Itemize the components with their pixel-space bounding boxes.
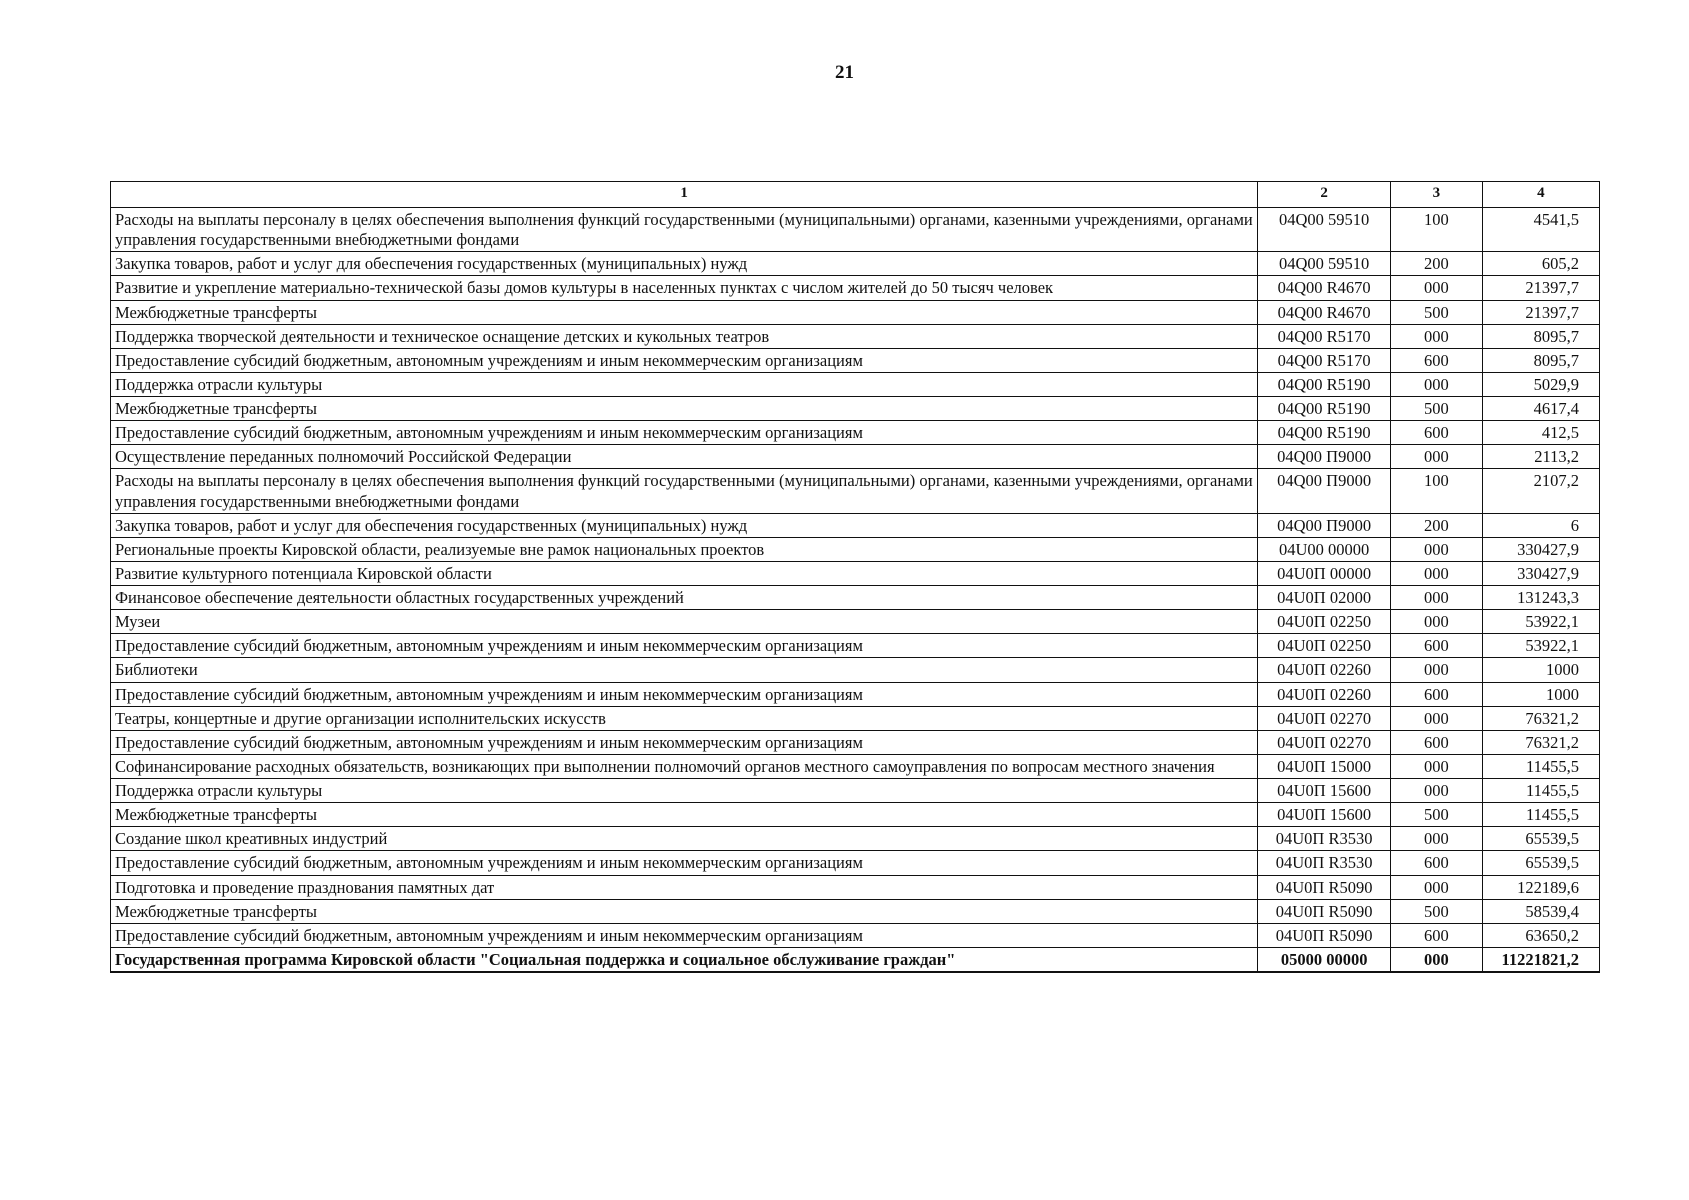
row-expense-type-cell: 000 [1390,875,1482,899]
row-code-cell: 04Q00 R5190 [1258,397,1391,421]
row-name-cell: Предоставление субсидий бюджетным, автономным учреждениям и иным некоммерческим организациям [111,634,1258,658]
row-name-cell: Поддержка творческой деятельности и техническое оснащение детских и кукольных театров [111,324,1258,348]
table-row [111,252,1600,276]
table-body [111,208,1600,973]
row-amount-cell: 8095,7 [1482,348,1599,372]
table-row [111,682,1600,706]
row-amount-cell: 1000 [1482,682,1599,706]
row-code-cell: 04U0П R5090 [1258,899,1391,923]
row-code-cell: 04U0П R5090 [1258,875,1391,899]
row-expense-type-cell: 600 [1390,923,1482,947]
table-row [111,513,1600,537]
row-name-cell: Межбюджетные трансферты [111,803,1258,827]
table-row [111,851,1600,875]
row-code-cell: 04U0П 02000 [1258,586,1391,610]
row-name-cell: Закупка товаров, работ и услуг для обеспечения государственных (муниципальных) нужд [111,252,1258,276]
row-code-cell: 04U0П R5090 [1258,923,1391,947]
table-row [111,634,1600,658]
row-expense-type-cell: 000 [1390,445,1482,469]
row-expense-type-cell: 500 [1390,803,1482,827]
table-row [111,827,1600,851]
table-row [111,610,1600,634]
row-expense-type-cell: 600 [1390,634,1482,658]
table-row [111,421,1600,445]
row-name-cell: Предоставление субсидий бюджетным, автономным учреждениям и иным некоммерческим организациям [111,682,1258,706]
row-amount-cell: 330427,9 [1482,561,1599,585]
row-expense-type-cell: 000 [1390,537,1482,561]
row-expense-type-cell: 000 [1390,561,1482,585]
row-expense-type-cell: 000 [1390,706,1482,730]
row-amount-cell: 53922,1 [1482,634,1599,658]
row-name-cell: Предоставление субсидий бюджетным, автономным учреждениям и иным некоммерческим организациям [111,421,1258,445]
row-code-cell: 04Q00 R5190 [1258,421,1391,445]
table-row [111,754,1600,778]
row-code-cell: 04U00 00000 [1258,537,1391,561]
row-code-cell: 04U0П 02260 [1258,658,1391,682]
row-amount-cell: 122189,6 [1482,875,1599,899]
header-code: 2 [1258,182,1391,208]
row-expense-type-cell: 000 [1390,276,1482,300]
table-row [111,445,1600,469]
row-code-cell: 04Q00 R4670 [1258,300,1391,324]
row-code-cell: 04U0П 02250 [1258,634,1391,658]
row-name-cell: Межбюджетные трансферты [111,300,1258,324]
row-amount-cell: 63650,2 [1482,923,1599,947]
row-name-cell: Региональные проекты Кировской области, реализуемые вне рамок национальных проектов [111,537,1258,561]
row-amount-cell: 4617,4 [1482,397,1599,421]
row-expense-type-cell: 500 [1390,300,1482,324]
table-row [111,730,1600,754]
row-code-cell: 04Q00 R5190 [1258,372,1391,396]
row-name-cell: Предоставление субсидий бюджетным, автономным учреждениям и иным некоммерческим организациям [111,851,1258,875]
row-name-cell: Развитие и укрепление материально-технической базы домов культуры в населенных пунктах с числом жителей до 50 тысяч человек [111,276,1258,300]
row-amount-cell: 21397,7 [1482,276,1599,300]
row-amount-cell: 2113,2 [1482,445,1599,469]
row-name-cell: Расходы на выплаты персоналу в целях обеспечения выполнения функций государственными (муниципальными) органами, казенными учреждениями, органами управления государственными внебюджетными фондами [111,469,1258,513]
row-name-cell: Расходы на выплаты персоналу в целях обеспечения выполнения функций государственными (муниципальными) органами, казенными учреждениями, органами управления государственными внебюджетными фондами [111,208,1258,252]
row-amount-cell: 76321,2 [1482,706,1599,730]
row-expense-type-cell: 000 [1390,947,1482,972]
table-row [111,658,1600,682]
row-code-cell: 04U0П 02250 [1258,610,1391,634]
row-expense-type-cell: 600 [1390,851,1482,875]
row-amount-cell: 131243,3 [1482,586,1599,610]
table-row [111,372,1600,396]
row-expense-type-cell: 100 [1390,208,1482,252]
page-number: 21 [835,62,854,83]
row-amount-cell: 605,2 [1482,252,1599,276]
table-row [111,803,1600,827]
row-name-cell: Музеи [111,610,1258,634]
table-row [111,348,1600,372]
row-name-cell: Предоставление субсидий бюджетным, автономным учреждениям и иным некоммерческим организациям [111,730,1258,754]
row-expense-type-cell: 500 [1390,397,1482,421]
header-name: 1 [111,182,1258,208]
header-amount: 4 [1482,182,1599,208]
row-amount-cell: 65539,5 [1482,827,1599,851]
row-amount-cell: 11221821,2 [1482,947,1599,972]
row-code-cell: 04U0П 02270 [1258,730,1391,754]
row-amount-cell: 2107,2 [1482,469,1599,513]
row-expense-type-cell: 100 [1390,469,1482,513]
row-name-cell: Театры, концертные и другие организации исполнительских искусств [111,706,1258,730]
row-code-cell: 04U0П 02270 [1258,706,1391,730]
row-expense-type-cell: 500 [1390,899,1482,923]
row-code-cell: 04U0П R3530 [1258,851,1391,875]
row-amount-cell: 4541,5 [1482,208,1599,252]
table-row [111,779,1600,803]
row-name-cell: Предоставление субсидий бюджетным, автономным учреждениям и иным некоммерческим организациям [111,348,1258,372]
header-expense-type: 3 [1390,182,1482,208]
table-header-row [111,182,1600,208]
table-row [111,899,1600,923]
row-code-cell: 04Q00 П9000 [1258,445,1391,469]
row-expense-type-cell: 200 [1390,252,1482,276]
row-code-cell: 04Q00 R4670 [1258,276,1391,300]
row-code-cell: 04Q00 59510 [1258,208,1391,252]
row-amount-cell: 412,5 [1482,421,1599,445]
row-code-cell: 04U0П 02260 [1258,682,1391,706]
row-expense-type-cell: 000 [1390,610,1482,634]
row-code-cell: 04U0П 15600 [1258,803,1391,827]
row-code-cell: 04Q00 R5170 [1258,324,1391,348]
row-name-cell: Библиотеки [111,658,1258,682]
row-amount-cell: 8095,7 [1482,324,1599,348]
row-code-cell: 05000 00000 [1258,947,1391,972]
row-amount-cell: 6 [1482,513,1599,537]
row-name-cell: Подготовка и проведение празднования памятных дат [111,875,1258,899]
row-expense-type-cell: 000 [1390,779,1482,803]
row-code-cell: 04U0П R3530 [1258,827,1391,851]
row-expense-type-cell: 600 [1390,730,1482,754]
table-row [111,875,1600,899]
row-name-cell: Поддержка отрасли культуры [111,779,1258,803]
row-amount-cell: 11455,5 [1482,803,1599,827]
row-amount-cell: 5029,9 [1482,372,1599,396]
table-row [111,276,1600,300]
row-expense-type-cell: 600 [1390,682,1482,706]
row-amount-cell: 330427,9 [1482,537,1599,561]
row-expense-type-cell: 600 [1390,421,1482,445]
row-name-cell: Развитие культурного потенциала Кировской области [111,561,1258,585]
row-amount-cell: 11455,5 [1482,754,1599,778]
row-expense-type-cell: 200 [1390,513,1482,537]
budget-table [110,181,1600,973]
row-name-cell: Межбюджетные трансферты [111,899,1258,923]
row-name-cell: Поддержка отрасли культуры [111,372,1258,396]
row-amount-cell: 76321,2 [1482,730,1599,754]
table-row [111,537,1600,561]
row-name-cell: Создание школ креативных индустрий [111,827,1258,851]
table-row [111,947,1600,972]
row-amount-cell: 21397,7 [1482,300,1599,324]
row-name-cell: Предоставление субсидий бюджетным, автономным учреждениям и иным некоммерческим организациям [111,923,1258,947]
row-amount-cell: 53922,1 [1482,610,1599,634]
table-row [111,397,1600,421]
row-amount-cell: 65539,5 [1482,851,1599,875]
row-name-cell: Межбюджетные трансферты [111,397,1258,421]
row-amount-cell: 1000 [1482,658,1599,682]
row-name-cell: Финансовое обеспечение деятельности областных государственных учреждений [111,586,1258,610]
row-code-cell: 04Q00 59510 [1258,252,1391,276]
table-row [111,208,1600,252]
table-row [111,469,1600,513]
row-expense-type-cell: 000 [1390,586,1482,610]
row-code-cell: 04Q00 R5170 [1258,348,1391,372]
row-expense-type-cell: 000 [1390,658,1482,682]
row-amount-cell: 58539,4 [1482,899,1599,923]
row-code-cell: 04Q00 П9000 [1258,513,1391,537]
table-row [111,706,1600,730]
table-row [111,561,1600,585]
table-row [111,324,1600,348]
row-code-cell: 04U0П 00000 [1258,561,1391,585]
table-row [111,586,1600,610]
row-code-cell: 04Q00 П9000 [1258,469,1391,513]
row-code-cell: 04U0П 15000 [1258,754,1391,778]
table-row [111,923,1600,947]
row-name-cell: Софинансирование расходных обязательств, возникающих при выполнении полномочий органов местного самоуправления по вопросам местного значения [111,754,1258,778]
row-expense-type-cell: 000 [1390,754,1482,778]
row-expense-type-cell: 000 [1390,827,1482,851]
row-name-cell: Государственная программа Кировской области "Социальная поддержка и социальное обслуживание граждан" [111,947,1258,972]
row-code-cell: 04U0П 15600 [1258,779,1391,803]
row-expense-type-cell: 600 [1390,348,1482,372]
row-expense-type-cell: 000 [1390,324,1482,348]
row-expense-type-cell: 000 [1390,372,1482,396]
row-amount-cell: 11455,5 [1482,779,1599,803]
table-row [111,300,1600,324]
row-name-cell: Осуществление переданных полномочий Российской Федерации [111,445,1258,469]
row-name-cell: Закупка товаров, работ и услуг для обеспечения государственных (муниципальных) нужд [111,513,1258,537]
